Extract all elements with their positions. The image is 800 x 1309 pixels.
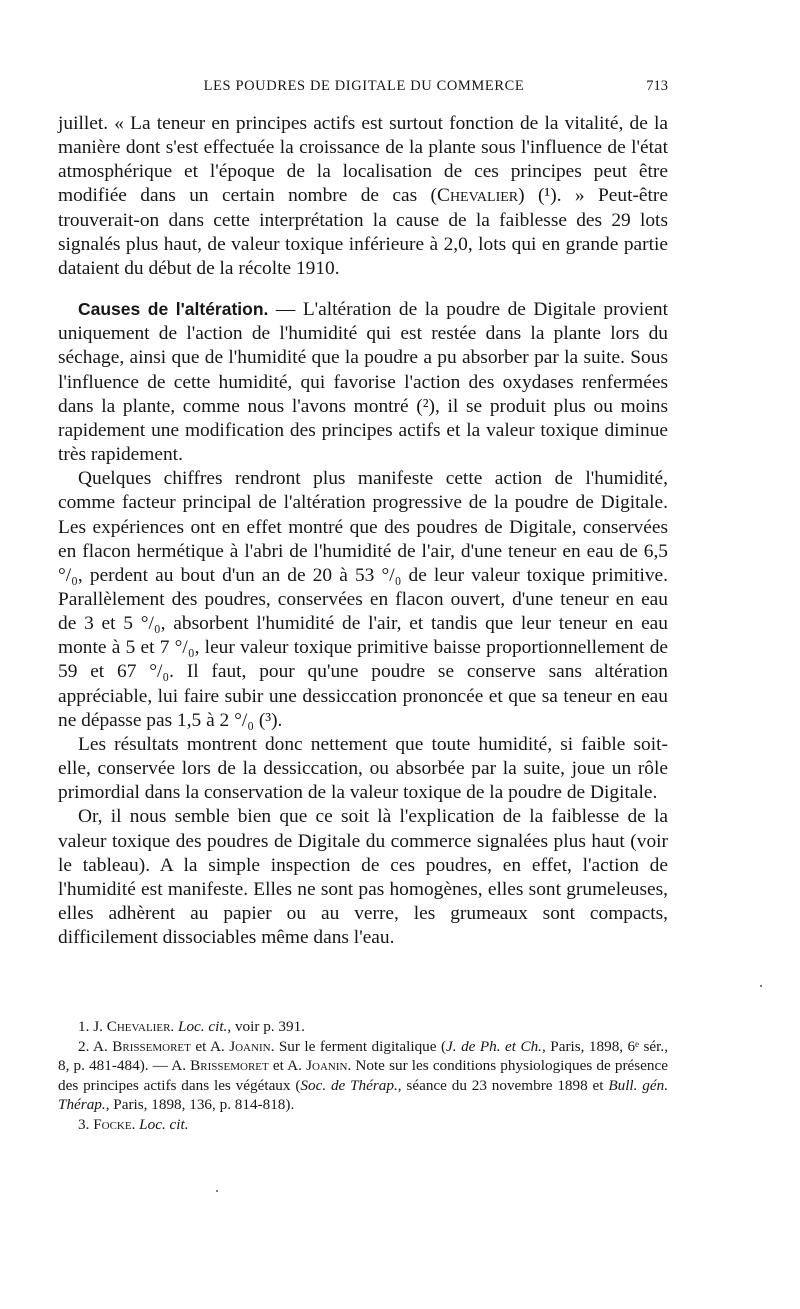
paragraph-2	[58, 297, 668, 467]
footnote-2-author-2: Joanin	[229, 1037, 271, 1055]
footnote-2-number: 2. A.	[78, 1037, 113, 1055]
paragraph-1-part-a: juillet. « La teneur en principes actifs est surtout fonction de la vitalité, de la manière dont s'est effectuée la croissance de la plante sous l'influence de l'état atmosphérique et l'époque de la localisation de ces principes peut être modifiée dans un certain nombre de cas (	[58, 113, 668, 207]
footnote-2-journal-2: Soc. de Thérap.	[300, 1076, 398, 1094]
footnote-2-journal-1: J. de Ph. et Ch.	[446, 1037, 542, 1055]
running-title: LES POUDRES DE DIGITALE DU COMMERCE	[203, 78, 525, 94]
paragraph-4: Les résultats montrent donc nettement que toute humidité, si faible soit-elle, conservée lors de la dessiccation, ou absorbée par la suite, joue un rôle primordial dans la conservation de la valeur toxique de la poudre de Digitale.	[58, 733, 668, 804]
paragraph-1-part-b: ) (¹). » Peut-être trouverait-on dans cette interprétation la cause de la faiblesse des 29 lots signalés plus haut, de valeur toxique inférieure à 2,0, lots qui en grande partie dataient du début de la récolte 1910.	[58, 185, 668, 279]
footnote-1-rest: , voir p. 391.	[227, 1018, 305, 1035]
footnote-3-number: 3.	[78, 1115, 94, 1133]
footnote-1	[58, 1017, 668, 1037]
footnote-2-text-1: . Sur le ferment digitalique (	[270, 1037, 447, 1055]
paragraph-2-text: — L'altération de la poudre de Digitale provient uniquement de l'action de l'humidité qui est restée dans la plante lors du séchage, ainsi que de l'humidité que la poudre a pu absorber par la suite. Sous l'influence de cette humidité, qui favorise l'action des oxydases renfermées dans la plante, comme nous l'avons montré (²), il se produit plus ou moins rapidement une modification des principes actifs et la valeur toxique diminue très rapidement.	[58, 299, 669, 466]
footnote-2-journal-3: Bull. gén. Thérap.	[58, 1076, 668, 1113]
footnote-2-conj-1: et A.	[190, 1037, 230, 1055]
body-text	[58, 112, 668, 950]
footnote-3-author: Focke	[93, 1115, 132, 1133]
page-number: 713	[646, 78, 668, 94]
footnote-2-text-4: , séance du 23 novembre 1898 et	[397, 1076, 609, 1094]
paragraph-3: Quelques chiffres rendront plus manifeste cette action de l'humidité, comme facteur principal de l'altération progressive de la poudre de Digitale. Les expériences ont en effet montré que des poudres de Digitale, conservées en flacon hermétique à l'abri de l'humidité de l'air, d'une teneur en eau de 6,5 °/₀, perdent au bout d'un an de 20 à 53 °/₀ de leur valeur toxique primitive. Parallèlement des poudres, conservées en flacon ouvert, d'une teneur en eau de 3 et 5 °/₀, absorbent l'humidité de l'air, et tandis que leur teneur en eau monte à 5 et 7 °/₀, leur valeur toxique primitive baisse proportionnellement de 59 et 67 °/₀. Il faut, pour qu'une poudre se conserve sans altération appréciable, lui faire subir une dessiccation prononcée et que sa teneur en eau ne dépasse pas 1,5 à 2 °/₀ (³).	[58, 468, 668, 731]
footnote-3-locus: Loc. cit.	[139, 1115, 189, 1133]
footnote-1-number: 1. J.	[78, 1018, 107, 1035]
footnote-3-separator: .	[131, 1115, 140, 1133]
paragraph-5: Or, il nous semble bien que ce soit là l'explication de la faiblesse de la valeur toxique des poudres de Digitale du commerce signalées plus haut (voir le tableau). A la simple inspection de ces poudres, en effet, l'action de l'humidité est manifeste. Elles ne sont pas homogènes, elles sont grumeleuses, elles adhèrent au papier ou au verre, les grumeaux sont compacts, difficilement dissociables même dans l'eau.	[58, 806, 668, 949]
footnote-2	[58, 1037, 668, 1115]
footnote-3	[58, 1115, 668, 1135]
paper-speck	[216, 1190, 218, 1192]
footnote-1-author: Chevalier	[106, 1018, 171, 1035]
footnote-2-author-4: Joanin	[306, 1057, 348, 1074]
section-heading: Causes de l'altération.	[78, 299, 269, 320]
footnote-2-text-3: . Note sur les conditions physiologiques de présence des principes actifs dans les végétaux (	[58, 1057, 668, 1094]
footnote-1-locus: Loc. cit.	[178, 1018, 228, 1035]
paragraph-1	[58, 112, 668, 281]
footnote-1-separator: .	[170, 1018, 178, 1035]
footnotes	[58, 1017, 668, 1134]
author-chevalier: Chevalier	[437, 185, 519, 207]
footnote-2-text-2: , Paris, 1898, 6ᵉ sér., 8, p. 481-484). — A.	[58, 1037, 668, 1074]
paper-speck	[760, 985, 762, 987]
footnote-2-conj-2: et A.	[268, 1057, 307, 1074]
footnote-2-author-1: Brissemoret	[112, 1037, 191, 1055]
footnote-2-text-5: , Paris, 1898, 136, p. 814-818).	[105, 1096, 295, 1113]
footnote-2-author-3: Brissemoret	[190, 1057, 269, 1074]
running-head	[60, 78, 668, 98]
